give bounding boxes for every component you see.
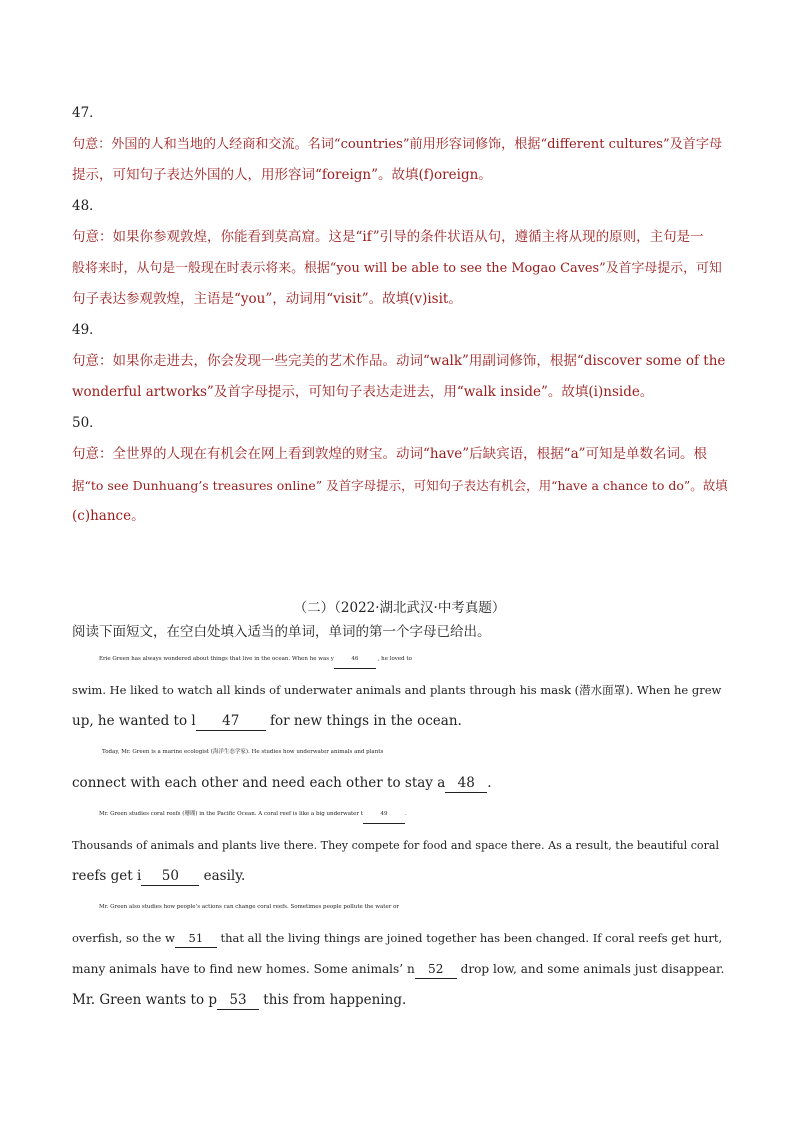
number-text: 49． — [72, 322, 103, 338]
passage-line — [72, 737, 727, 768]
passage-text: swim. He liked to watch all kinds of underwater animals and plants through his mask (潜水面罩). When he grew — [72, 683, 722, 697]
answer-blank-47[interactable]: 47 — [196, 712, 266, 731]
passage-line — [72, 985, 727, 1016]
explanation-text: 句意：如果你参观敦煌，你能看到莫高窟。这是“if”引导的条件状语从句，遵循主将从现的原则，主句是一 — [72, 229, 704, 245]
passage-line — [72, 830, 727, 861]
explanation-text: wonderful artworks”及首字母提示，可知句子表达走进去，用“walk inside”。故填(i)nside。 — [72, 384, 654, 400]
explanation-item — [72, 191, 727, 315]
passage-text: many animals have to find new homes. Some animals’ n — [72, 962, 415, 976]
explanation-item — [72, 98, 727, 191]
question-number — [72, 191, 727, 222]
answer-blank-46[interactable]: 46 — [334, 650, 376, 669]
number-text: 50． — [72, 415, 103, 431]
passage-text: , he loved to — [375, 656, 412, 662]
explanation-text: 句意：如果你走进去，你会发现一些完美的艺术作品。动词“walk”用副词修饰，根据“discover some of the — [72, 353, 726, 369]
passage-line — [72, 706, 727, 737]
question-number — [72, 315, 727, 346]
explanation-line — [72, 346, 727, 377]
passage-text: Erie Green has always wondered about things that live in the ocean. When he was y — [99, 656, 334, 662]
passage-line — [72, 644, 727, 675]
passage-text: easily. — [199, 868, 246, 884]
explanation-line — [72, 284, 727, 315]
explanation-line — [72, 222, 727, 253]
number-text: 47． — [72, 105, 103, 121]
passage-text: Mr. Green also studies how people’s actions can change coral reefs. Sometimes people pollute the water or — [99, 904, 400, 910]
explanation-text: 据“to see Dunhuang’s treasures online” 及首字母提示，可知句子表达有机会，用“have a chance to do”。故填 — [72, 478, 728, 493]
explanation-item — [72, 315, 727, 408]
explanation-text: 句意：全世界的人现在有机会在网上看到敦煌的财宝。动词“have”后缺宾语，根据“a”可知是单数名词。根 — [72, 446, 708, 462]
answer-blank-50[interactable]: 50 — [141, 867, 199, 886]
passage-text: Thousands of animals and plants live there. They compete for food and space there. As a result, the beautiful coral — [72, 839, 720, 852]
passage-line — [72, 861, 727, 892]
passage-line — [72, 923, 727, 954]
passage-line — [72, 799, 727, 830]
explanation-item — [72, 408, 727, 532]
explanation-text: (c)hance。 — [72, 508, 145, 524]
passage-text: connect with each other and need each other to stay a — [72, 775, 446, 791]
answer-blank-48[interactable]: 48 — [445, 774, 487, 793]
explanation-line — [72, 253, 727, 284]
passage-text: that all the living things are joined together has been changed. If coral reefs get hurt, — [216, 931, 723, 945]
passage-text: drop low, and some animals just disappear. — [456, 962, 725, 976]
passage-text: . — [487, 775, 492, 791]
passage-text: reefs get i — [72, 868, 142, 884]
cloze-passage-section — [72, 596, 727, 1016]
passage-text: up, he wanted to l — [72, 713, 196, 729]
answer-blank-52[interactable]: 52 — [415, 960, 457, 979]
passage-body — [72, 644, 727, 1016]
explanation-line — [72, 470, 727, 501]
explanation-line — [72, 160, 727, 191]
passage-text: Mr. Green studies coral reefs (珊瑚) in the Pacific Ocean. A coral reef is like a big underwater t — [99, 811, 364, 817]
explanation-line — [72, 439, 727, 470]
answer-blank-51[interactable]: 51 — [175, 929, 217, 948]
answer-blank-49[interactable]: 49 — [363, 805, 405, 824]
passage-line — [72, 768, 727, 799]
explanation-text: 句意：外国的人和当地的人经商和交流。名词“countries”前用形容词修饰，根据“different cultures”及首字母 — [72, 137, 723, 152]
number-text: 48． — [72, 198, 103, 214]
explanation-line — [72, 129, 727, 160]
passage-paragraph — [72, 644, 727, 737]
passage-paragraph — [72, 892, 727, 1016]
passage-text: this from happening. — [259, 992, 407, 1008]
passage-line — [72, 675, 727, 706]
passage-paragraph — [72, 799, 727, 892]
answer-blank-53[interactable]: 53 — [217, 991, 259, 1010]
explanation-line — [72, 501, 727, 532]
passage-text: for new things in the ocean. — [265, 713, 462, 729]
answer-explanations — [72, 98, 727, 532]
passage-line — [72, 892, 727, 923]
section-instruction: 阅读下面短文，在空白处填入适当的单词，单词的第一个字母已给出。 — [72, 624, 491, 640]
question-number — [72, 98, 727, 129]
explanation-text: 般将来时，从句是一般现在时表示将来。根据“you will be able to see the Mogao Caves”及首字母提示，可知 — [72, 261, 722, 276]
section-title: （二）（2022·湖北武汉·中考真题） — [293, 600, 506, 616]
passage-line — [72, 954, 727, 985]
passage-text: Today, Mr. Green is a marine ecologist (海洋生态学家). He studies how underwater animals and plants — [102, 749, 384, 755]
passage-text: Mr. Green wants to p — [72, 992, 218, 1008]
passage-text: . — [405, 811, 407, 817]
passage-text: overfish, so the w — [72, 931, 175, 945]
explanation-line — [72, 377, 727, 408]
passage-paragraph — [72, 737, 727, 799]
question-number — [72, 408, 727, 439]
explanation-text: 句子表达参观敦煌，主语是“you”，动词用“visit”。故填(v)isit。 — [72, 291, 462, 307]
explanation-text: 提示，可知句子表达外国的人，用形容词“foreign”。故填(f)oreign。 — [72, 167, 492, 183]
